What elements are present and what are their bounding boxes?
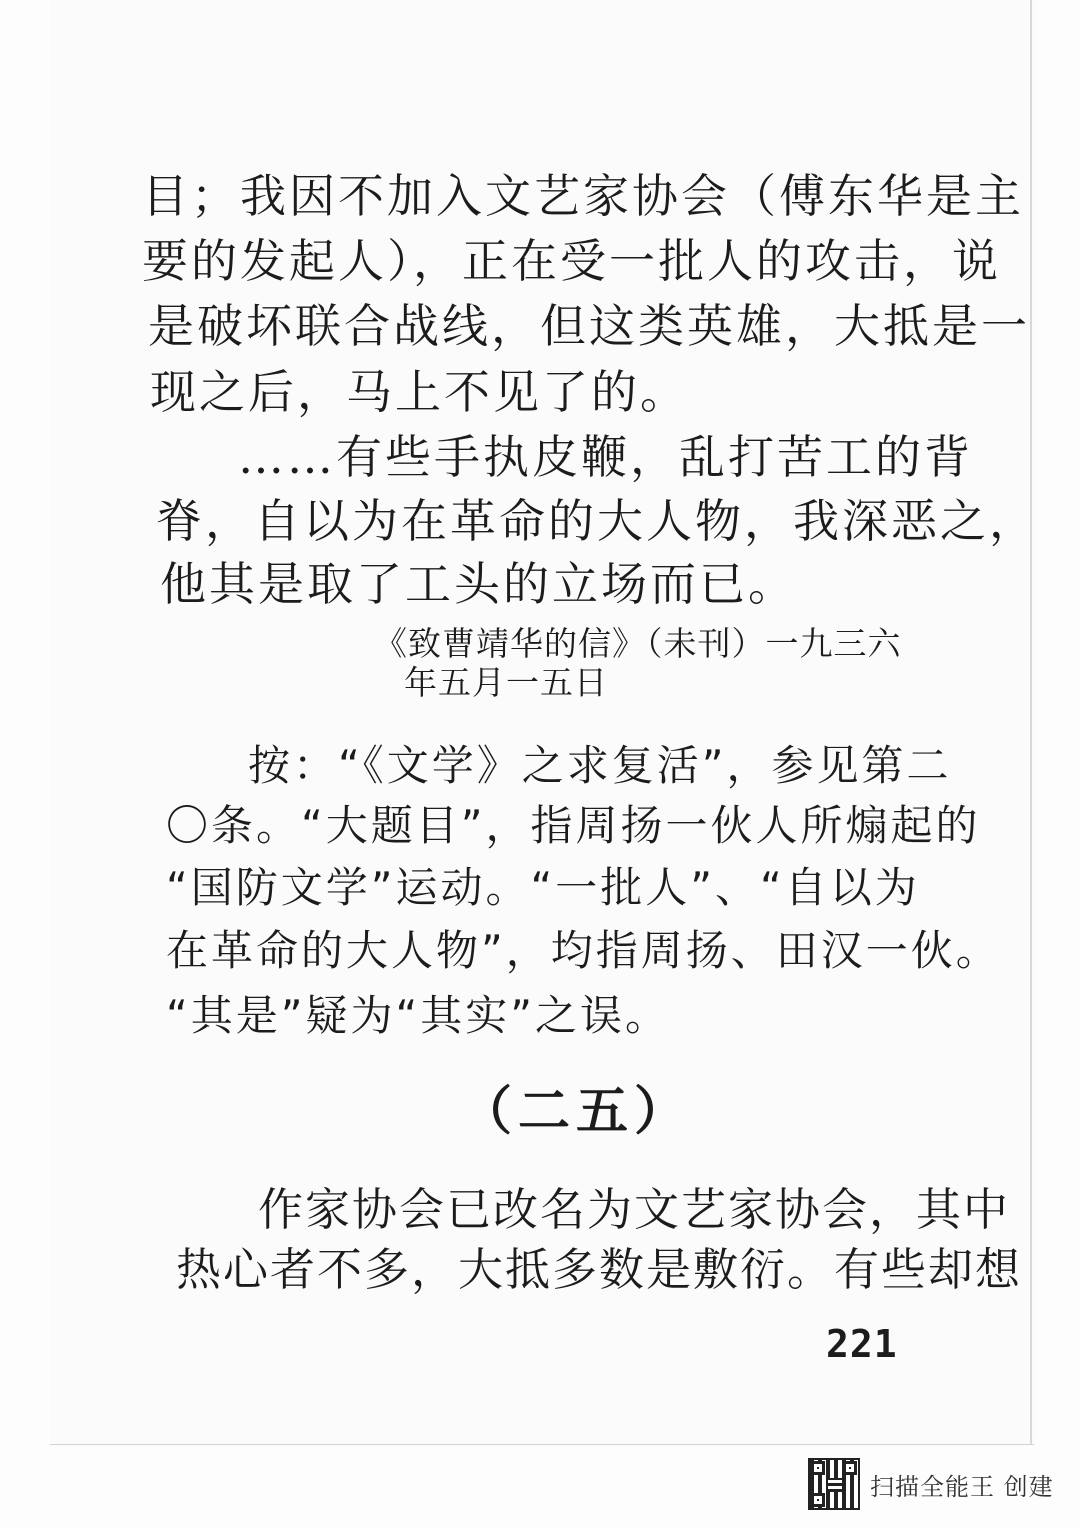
source-line: 《致曹靖华的信》（未刊）一九三六 [374,624,902,663]
note-line: “国防文学”运动。“一批人”、“自以为 [166,863,920,912]
quote-line: 目；我因不加入文艺家协会（傅东华是主 [142,169,1024,223]
body-line: 热心者不多，大抵多数是敷衍。有些却想 [176,1243,1023,1296]
note-line: 〇条。“大题目”，指周扬一伙人所煽起的 [166,801,981,850]
page-number: 221 [826,1322,898,1366]
source-line: 年五月一五日 [404,663,608,702]
page-bottom-edge-line [50,1444,1034,1445]
note-line: 在革命的大人物”，均指周扬、田汉一伙。 [166,926,1001,975]
quote-line: 现之后，马上不见了的。 [150,365,689,419]
quote-line: 是破坏联合战线，但这类英雄，大抵是一 [148,299,1030,353]
scanner-watermark [808,1456,1054,1512]
quote-line: 要的发起人），正在受一批人的攻击，说 [142,234,1001,288]
quote-line: ……有些手执皮鞭，乱打苦工的背 [238,430,973,484]
quote-line: 脊，自以为在革命的大人物，我深恶之， [156,494,1038,548]
note-line: “其是”疑为“其实”之误。 [166,991,671,1040]
qr-code-icon [808,1458,860,1510]
page-edge-line [1030,0,1032,1445]
quote-line: 他其是取了工头的立场而已。 [160,557,797,611]
watermark-text: 扫描全能王 创建 [870,1472,1054,1501]
body-line: 作家协会已改名为文艺家协会，其中 [258,1183,1011,1236]
section-heading: （二五） [460,1081,693,1142]
note-line: 按：“《文学》之求复活”，参见第二 [248,741,952,790]
